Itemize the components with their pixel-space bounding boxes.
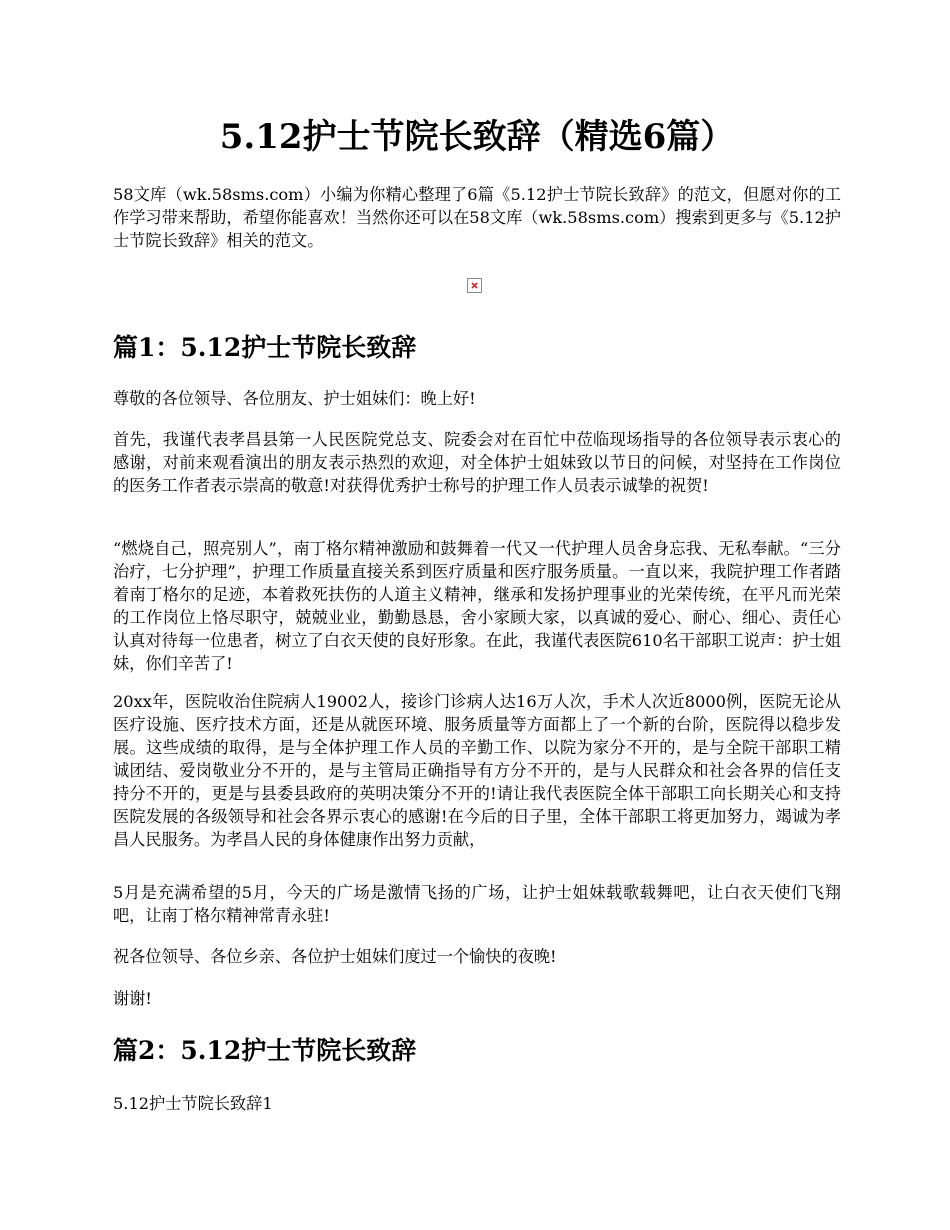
section-1-paragraph-may: 5月是充满希望的5月，今天的广场是激情飞扬的广场，让护士姐妹载歌载舞吧，让白衣天使们飞翔吧，让南丁格尔精神常青永驻! bbox=[113, 883, 841, 925]
section-2-heading: 篇2：5.12护士节院长致辞 bbox=[113, 1036, 417, 1065]
section-1-heading: 篇1：5.12护士节院长致辞 bbox=[113, 333, 417, 362]
section-1-paragraph-greeting: 尊敬的各位领导、各位朋友、护士姐妹们：晚上好! bbox=[113, 389, 476, 408]
section-1-paragraph-thanks: 首先，我谨代表孝昌县第一人民医院党总支、院委会对在百忙中莅临现场指导的各位领导表示衷心的感谢，对前来观看演出的朋友表示热烈的欢迎，对全体护士姐妹致以节日的问候，对坚持在工作岗位的医务工作者表示崇高的敬意!对获得优秀护士称号的护理工作人员表示诚挚的祝贺! bbox=[113, 430, 841, 495]
document-title: 5.12护士节院长致辞（精选6篇） bbox=[219, 117, 735, 157]
section-1-paragraph-achievements: 20xx年，医院收治住院病人19002人，接诊门诊病人达16万人次，手术人次近8000例，医院无论从医疗设施、医疗技术方面，还是从就医环境、服务质量等方面都上了一个新的台阶，医院得以稳步发展。这些成绩的取得，是与全体护理工作人员的辛勤工作、以院为家分不开的，是与全院干部职工精诚团结、爱岗敬业分不开的，是与主管局正确指导有方分不开的，是与人民群众和社会各界的信任支持分不开的，更是与县委县政府的英明决策分不开的!请让我代表医院全体干部职工向长期关心和支持医院发展的各级领导和社会各界示衷心的感谢!在今后的日子里，全体干部职工将更加努力，竭诚为孝昌人民服务。为孝昌人民的身体健康作出努力贡献， bbox=[113, 692, 841, 849]
section-1-paragraph-wishes: 祝各位领导、各位乡亲、各位护士姐妹们度过一个愉快的夜晚! bbox=[113, 947, 557, 966]
image-placeholder-x-icon bbox=[468, 279, 481, 292]
broken-image-icon bbox=[467, 278, 482, 293]
section-1-paragraph-closing: 谢谢! bbox=[113, 989, 152, 1008]
section-1-paragraph-spirit: “燃烧自己，照亮别人”，南丁格尔精神激励和鼓舞着一代又一代护理人员舍身忘我、无私奉献。“三分治疗，七分护理”，护理工作质量直接关系到医疗质量和医疗服务质量。一直以来，我院护理工作者踏着南丁格尔的足迹，本着救死扶伤的人道主义精神，继承和发扬护理事业的光荣传统，在平凡而光荣的工作岗位上恪尽职守，兢兢业业，勤勤恳恳，舍小家顾大家，以真诚的爱心、耐心、细心、责任心认真对待每一位患者，树立了白衣天使的良好形象。在此，我谨代表医院610名干部职工说声：护士姐妹，你们辛苦了! bbox=[113, 539, 841, 673]
section-2-paragraph-1: 5.12护士节院长致辞1 bbox=[113, 1094, 273, 1113]
intro-paragraph: 58文库（wk.58sms.com）小编为你精心整理了6篇《5.12护士节院长致辞》的范文，但愿对你的工作学习带来帮助，希望你能喜欢！当然你还可以在58文库（wk.58sms.com）搜索到更多与《5.12护士节院长致辞》相关的范文。 bbox=[113, 185, 841, 250]
